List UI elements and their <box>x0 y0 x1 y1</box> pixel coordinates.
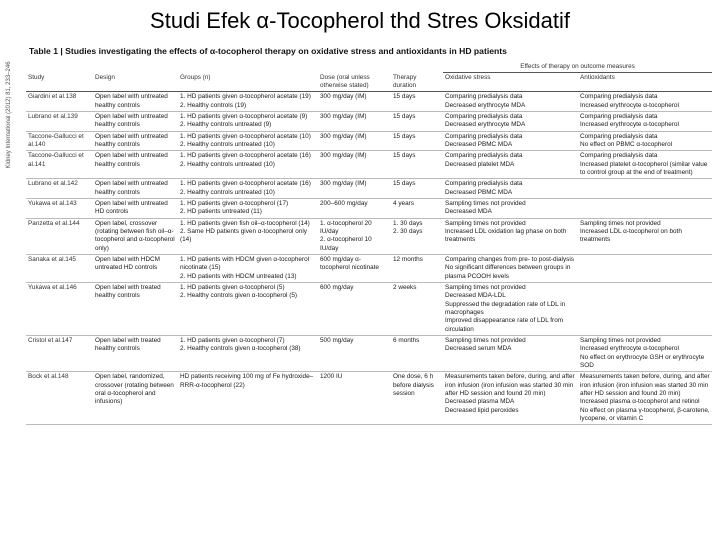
column-header: Study <box>26 73 93 92</box>
table-cell: 2 weeks <box>391 283 443 336</box>
table-cell: 15 days <box>391 179 443 199</box>
table-cell: Sampling times not provided Increased LDL oxidation lag phase on both treatments <box>443 218 578 254</box>
table-row <box>26 92 712 112</box>
table-cell: 15 days <box>391 112 443 132</box>
table-cell: Open label, randomized, crossover (rotating between oral α-tocopherol and infusions) <box>93 372 178 425</box>
table-cell: 1. 30 days 2. 30 days <box>391 218 443 254</box>
table-header <box>26 62 712 92</box>
table-cell: Yukawa et al.146 <box>26 283 93 336</box>
table-cell: 15 days <box>391 131 443 151</box>
table-cell: 300 mg/day (IM) <box>318 112 391 132</box>
table-cell: Open label with untreated healthy controls <box>93 179 178 199</box>
table-caption: Table 1 | Studies investigating the effects of α-tocopherol therapy on oxidative stress and antioxidants in HD patients <box>29 46 507 56</box>
table-cell: Sampling times not provided Decreased MDA-LDL Suppressed the degradation rate of LDL in macrophages Improved disappearance rate of LDL from circulation <box>443 283 578 336</box>
studies-table <box>26 62 712 425</box>
side-citation <box>1 40 11 200</box>
table-cell: Comparing predialysis data Decreased platelet MDA <box>443 151 578 179</box>
table-cell: 1. α-tocopherol 20 IU/day 2. α-tocopherol 10 IU/day <box>318 218 391 254</box>
table-cell: 300 mg/day (IM) <box>318 131 391 151</box>
column-header: Groups (n) <box>178 73 318 92</box>
table-cell <box>578 255 712 283</box>
table-cell: Sampling times not provided Decreased MDA <box>443 199 578 219</box>
table-cell: Open label with treated healthy controls <box>93 336 178 372</box>
table-cell: Open label with untreated HD controls <box>93 199 178 219</box>
table-cell: Sampling times not provided Increased erythrocyte α-tocopherol No effect on erythrocyte GSH or erythrocyte SOD <box>578 336 712 372</box>
table-cell: Open label with untreated healthy controls <box>93 92 178 112</box>
column-header: Dose (oral unless otherwise stated) <box>318 73 391 92</box>
table-cell: Giardini et al.138 <box>26 92 93 112</box>
table-cell: 1. HD patients given α-tocopherol (7) 2. Healthy controls given α-tocopherol (38) <box>178 336 318 372</box>
table-cell: Measurements taken before, during, and after iron infusion (iron infusion was started 30 min after HD session and found 20 min) Increased plasma α-tocopherol and retinol No effect on plasma γ-tocopherol, β-carotene, lycopene, or vitamin C <box>578 372 712 425</box>
table-cell: Yukawa et al.143 <box>26 199 93 219</box>
table-cell: Sampling times not provided Decreased serum MDA <box>443 336 578 372</box>
table-cell: Lubrano et al.142 <box>26 179 93 199</box>
table-row <box>26 218 712 254</box>
table-cell: 1. HD patients given α-tocopherol (5) 2. Healthy controls given α-tocopherol (5) <box>178 283 318 336</box>
table-cell: 300 mg/day (IM) <box>318 179 391 199</box>
table-cell: Comparing predialysis data Decreased PBMC MDA <box>443 131 578 151</box>
table-cell: Comparing predialysis data Increased erythrocyte α-tocopherol <box>578 92 712 112</box>
table-cell: Open label with HDCM untreated HD controls <box>93 255 178 283</box>
table-cell: 15 days <box>391 92 443 112</box>
table-cell: Taccone-Gallucci et al.140 <box>26 131 93 151</box>
table-cell: HD patients receiving 100 mg of Fe hydroxide–RRR-α-tocopherol (22) <box>178 372 318 425</box>
table-cell: 12 months <box>391 255 443 283</box>
table-cell: Taccone-Gallucci et al.141 <box>26 151 93 179</box>
table-cell: 600 mg/day α-tocopherol nicotinate <box>318 255 391 283</box>
table-cell: Comparing predialysis data Increased platelet α-tocopherol (similar value to control group at the end of treatment) <box>578 151 712 179</box>
table-row <box>26 199 712 219</box>
table-cell: Open label with untreated healthy controls <box>93 112 178 132</box>
table-cell: Cristol et al.147 <box>26 336 93 372</box>
table-cell: 6 months <box>391 336 443 372</box>
table-row <box>26 283 712 336</box>
table-cell: 1. HD patients given α-tocopherol (17) 2. HD patients untreated (11) <box>178 199 318 219</box>
table-cell: Comparing predialysis data Decreased erythrocyte MDA <box>443 112 578 132</box>
table-cell: 1. HD patients given α-tocopherol acetate (10) 2. Healthy controls untreated (10) <box>178 131 318 151</box>
table-cell: 1. HD patients given α-tocopherol acetate (16) 2. Healthy controls untreated (10) <box>178 179 318 199</box>
effects-header: Effects of therapy on outcome measures <box>443 62 712 73</box>
table-cell: 1. HD patients given α-tocopherol acetate (9) 2. Healthy controls untreated (9) <box>178 112 318 132</box>
table-cell <box>578 179 712 199</box>
column-header: Therapy duration <box>391 73 443 92</box>
table-cell: 300 mg/day (IM) <box>318 92 391 112</box>
table-cell: 500 mg/day <box>318 336 391 372</box>
table-cell: Measurements taken before, during, and after iron infusion (iron infusion was started 30 min after HD session and found 20 min) Decreased plasma MDA Decreased lipid peroxides <box>443 372 578 425</box>
table-cell: Comparing predialysis data Decreased PBMC MDA <box>443 179 578 199</box>
table-cell: One dose, 6 h before dialysis session <box>391 372 443 425</box>
table-cell: Comparing predialysis data Decreased erythrocyte MDA <box>443 92 578 112</box>
table-cell: 1200 IU <box>318 372 391 425</box>
table-cell: Sampling times not provided Increased LDL α-tocopherol on both treatments <box>578 218 712 254</box>
table-cell: 1. HD patients given α-tocopherol acetate (19) 2. Healthy controls (19) <box>178 92 318 112</box>
table-cell: 1. HD patients with HDCM given α-tocopherol nicotinate (15) 2. HD patients with HDCM untreated (13) <box>178 255 318 283</box>
column-header: Oxidative stress <box>443 73 578 92</box>
table-cell: Open label with untreated healthy controls <box>93 151 178 179</box>
table-cell: Bock et al.148 <box>26 372 93 425</box>
table-row <box>26 131 712 151</box>
table-cell: Open label with treated healthy controls <box>93 283 178 336</box>
slide-title: Studi Efek α-Tocopherol thd Stres Oksidatif <box>150 8 570 33</box>
table-body <box>26 92 712 425</box>
table-cell: 300 mg/day (IM) <box>318 151 391 179</box>
table-cell: Comparing predialysis data No effect on PBMC α-tocopherol <box>578 131 712 151</box>
table-cell: Open label, crossover (rotating between fish oil–α-tocopherol and α-tocopherol only) <box>93 218 178 254</box>
column-header: Antioxidants <box>578 73 712 92</box>
table-cell: Panzetta et al.144 <box>26 218 93 254</box>
table-cell: 15 days <box>391 151 443 179</box>
table-row <box>26 179 712 199</box>
table-cell: Comparing predialysis data Increased erythrocyte α-tocopherol <box>578 112 712 132</box>
column-header: Design <box>93 73 178 92</box>
table-cell: 600 mg/day <box>318 283 391 336</box>
table-cell: 4 years <box>391 199 443 219</box>
table-cell: Lubrano et al.139 <box>26 112 93 132</box>
table-row <box>26 112 712 132</box>
table-cell: 1. HD patients given α-tocopherol acetate (16) 2. Healthy controls untreated (10) <box>178 151 318 179</box>
document-page <box>26 46 712 540</box>
table-cell <box>578 199 712 219</box>
table-row <box>26 255 712 283</box>
table-cell: Comparing changes from pre- to post-dialysis No significant differences between groups in plasma PCOOH levels <box>443 255 578 283</box>
table-cell <box>578 283 712 336</box>
table-row <box>26 372 712 425</box>
table-cell: Sanaka et al.145 <box>26 255 93 283</box>
table-row <box>26 336 712 372</box>
table-cell: 1. HD patients given fish oil–α-tocopherol (14) 2. Same HD patients given α-tocopherol only (14) <box>178 218 318 254</box>
table-row <box>26 151 712 179</box>
side-citation-text: Kidney International (2012) 81, 233–246 <box>6 61 12 169</box>
table-cell: 200–600 mg/day <box>318 199 391 219</box>
table-cell: Open label with untreated healthy controls <box>93 131 178 151</box>
